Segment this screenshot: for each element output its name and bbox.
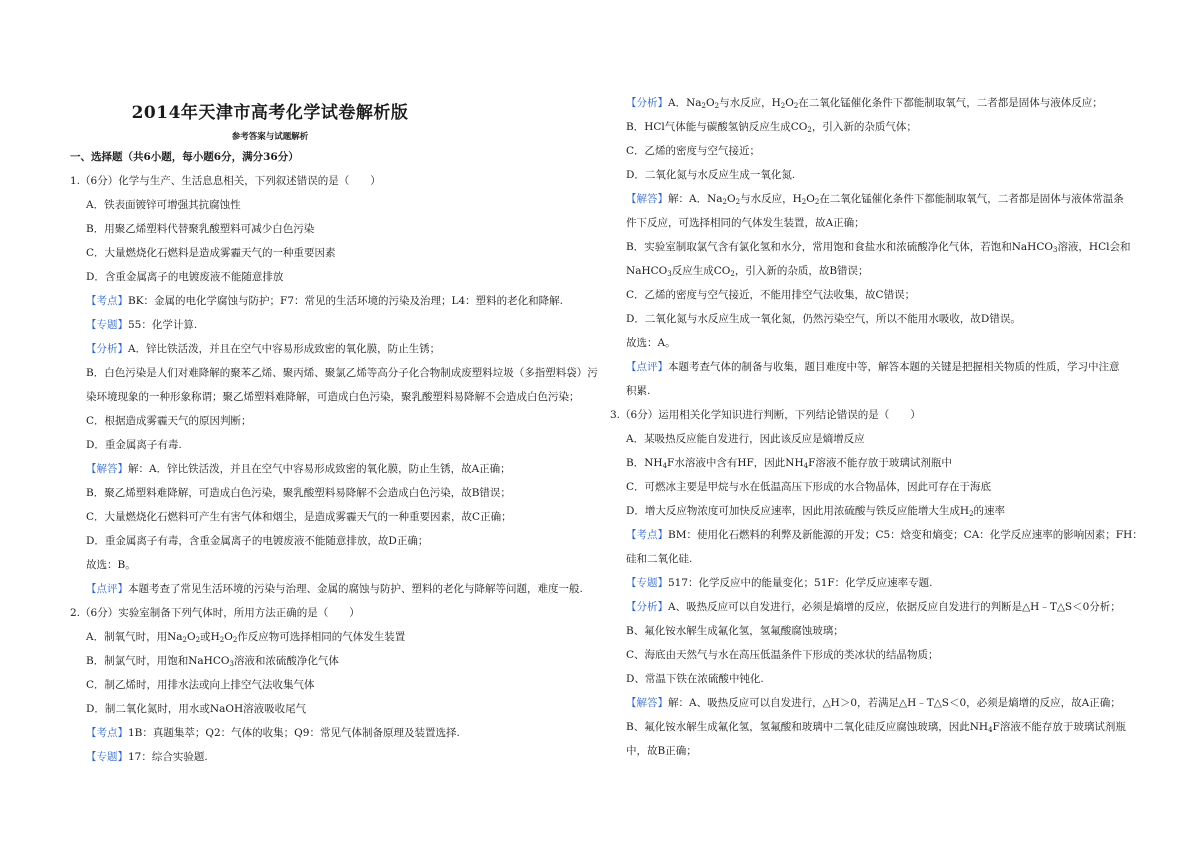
q3-stem: 3.（6分）运用相关化学知识进行判断，下列结论错误的是（ ） — [610, 409, 921, 421]
q1-dianping — [86, 582, 583, 596]
zhuanti-tag: 【专题】 — [626, 577, 668, 589]
q2-fenxi: 【分析】A．$Na_2O_2$与水反应，$H_2O_2$在二氧化锰催化条件下都能制取氧气，二者都是固体与液体反应； — [626, 97, 1103, 110]
q3-option-c: C．可燃冰主要是甲烷与水在低温高压下形成的水合物晶体，因此可存在于海底 — [626, 481, 992, 493]
q1-kaodian — [86, 294, 563, 308]
q3-jieda — [626, 696, 1121, 710]
q1-jieda-d: D．重金属离子有毒，含重金属离子的电镀废液不能随意排放，故D正确； — [86, 535, 429, 547]
dianping-text: 本题考查了常见生活环境的污染与治理、金属的腐蚀与防护、塑料的老化与降解等问题，难度一般. — [128, 583, 583, 595]
page-subtitle: 参考答案与试题解析 — [231, 132, 309, 142]
q2-jieda-c: C．乙烯的密度与空气接近，不能用排空气法收集，故C错误； — [626, 289, 916, 301]
q2-dianping — [626, 360, 1120, 374]
q1-fenxi-b2: 染环境现象的一种形象称谓；聚乙烯塑料难降解，可造成白色污染，聚乳酸塑料易降解不会造成白色污染； — [86, 391, 580, 403]
q2-answer: 故选：A。 — [626, 337, 676, 349]
jieda-tag: 【解答】 — [626, 697, 668, 709]
q2-option-c: C．制乙烯时，用排水法或向上排空气法收集气体 — [86, 679, 315, 691]
q2-jieda-b2: NaHCO$_3$反应生成$CO_2$，引入新的杂质，故B错误； — [626, 265, 869, 278]
q1-option-c: C．大量燃烧化石燃料是造成雾霾天气的一种重要因素 — [86, 247, 336, 259]
kaodian-text: BM：使用化石燃料的利弊及新能源的开发；C5：焓变和熵变；CA：化学反应速率的影响因素；FH： — [668, 529, 1143, 541]
q2-kaodian — [86, 726, 460, 740]
dianping-tag: 【点评】 — [86, 583, 128, 595]
q3-fenxi-c: C、海底由天然气与水在高压低温条件下形成的类冰状的结晶物质； — [626, 649, 939, 661]
q3-fenxi-d: D、常温下铁在浓硫酸中钝化. — [626, 673, 764, 685]
zhuanti-text: 55：化学计算. — [128, 319, 198, 331]
fenxi-tag: 【分析】 — [86, 343, 128, 355]
q1-jieda — [86, 462, 511, 476]
q3-option-a: A．某吸热反应能自发进行，因此该反应是熵增反应 — [626, 433, 865, 445]
q2-jieda-b1: B．实验室制取氯气含有氯化氢和水分，常用饱和食盐水和浓硫酸净化气体，若饱和NaHCO$_3$溶液，HCl会和 — [626, 241, 1131, 254]
q3-fenxi-b: B、氟化铵水解生成氟化氢，氢氟酸腐蚀玻璃； — [626, 625, 844, 637]
jieda-text: 解：A．锌比铁活泼，并且在空气中容易形成致密的氧化膜，防止生锈，故A正确； — [128, 463, 511, 475]
fenxi-text: A．锌比铁活泼，并且在空气中容易形成致密的氧化膜，防止生锈； — [128, 343, 441, 355]
zhuanti-text: 517：化学反应中的能量变化；51F：化学反应速率专题. — [668, 577, 933, 589]
q3-option-b: B．$NH_4F$水溶液中含有HF，因此$NH_4F$溶液不能存放于玻璃试剂瓶中 — [626, 457, 952, 470]
fenxi-tag: 【分析】 — [626, 97, 668, 109]
jieda-tag: 【解答】 — [626, 193, 668, 205]
dianping-text: 本题考查气体的制备与收集，题目难度中等，解答本题的关键是把握相关物质的性质，学习中注意 — [668, 361, 1120, 373]
section-heading: 一、选择题（共6小题，每小题6分，满分36分） — [70, 151, 299, 163]
kaodian-tag: 【考点】 — [86, 727, 128, 739]
jieda-text: 解：A、吸热反应可以自发进行，△H＞0，若满足△H﹣T△S＜0，必须是熵增的反应，故A正确； — [668, 697, 1121, 709]
q1-jieda-b: B．聚乙烯塑料难降解，可造成白色污染，聚乳酸塑料易降解不会造成白色污染，故B错误； — [86, 487, 511, 499]
q1-stem: 1.（6分）化学与生产、生活息息相关，下列叙述错误的是（ ） — [70, 175, 381, 187]
q1-fenxi — [86, 342, 440, 356]
fenxi-tag: 【分析】 — [626, 601, 668, 613]
q2-option-b: B．制氯气时，用饱和NaHCO$_3$溶液和浓硫酸净化气体 — [86, 655, 339, 668]
q2-option-a: A．制氧气时，用$Na_2O_2$或$H_2O_2$作反应物可选择相同的气体发生装置 — [86, 631, 406, 644]
q3-kaodian — [626, 528, 1143, 542]
q1-fenxi-b1: B．白色污染是人们对难降解的聚苯乙烯、聚丙烯、聚氯乙烯等高分子化合物制成废塑料垃圾（多指塑料袋）污 — [86, 367, 598, 379]
kaodian-text: 1B：真题集萃；Q2：气体的收集；Q9：常见气体制备原理及装置选择. — [128, 727, 460, 739]
q1-jieda-c: C．大量燃烧化石燃料可产生有害气体和烟尘，是造成雾霾天气的一种重要因素，故C正确； — [86, 511, 512, 523]
q2-zhuanti — [86, 750, 208, 764]
fenxi-text: A、吸热反应可以自发进行，必须是熵增的反应，依据反应自发进行的判断是△H﹣T△S＜0分析； — [668, 601, 1121, 613]
q3-option-d: D．增大反应物浓度可加快反应速率，因此用浓硫酸与铁反应能增大生成$H_2$的速率 — [626, 505, 1006, 518]
q2-jieda: 【解答】解：A．$Na_2O_2$与水反应，$H_2O_2$在二氧化锰催化条件下都能制取氧气，二者都是固体与液体常温条 — [626, 193, 1124, 206]
dianping-tag: 【点评】 — [626, 361, 668, 373]
q1-answer: 故选：B。 — [86, 559, 136, 571]
zhuanti-tag: 【专题】 — [86, 319, 128, 331]
zhuanti-text: 17：综合实验题. — [128, 751, 208, 763]
q2-dianping-2: 积累. — [626, 385, 651, 397]
q1-zhuanti — [86, 318, 197, 332]
q1-option-b: B．用聚乙烯塑料代替聚乳酸塑料可减少白色污染 — [86, 223, 315, 235]
q1-fenxi-d: D．重金属离子有毒. — [86, 439, 182, 451]
q1-option-a: A．铁表面镀锌可增强其抗腐蚀性 — [86, 199, 241, 211]
q1-option-d: D．含重金属离子的电镀废液不能随意排放 — [86, 271, 284, 283]
q3-kaodian-2: 硅和二氧化硅. — [626, 553, 693, 565]
q1-fenxi-c: C．根据造成雾霾天气的原因判断； — [86, 415, 252, 427]
q3-fenxi — [626, 600, 1121, 614]
kaodian-tag: 【考点】 — [626, 529, 668, 541]
q2-stem: 2.（6分）实验室制备下列气体时，所用方法正确的是（ ） — [70, 607, 360, 619]
q2-jieda-a2: 件下反应，可选择相同的气体发生装置，故A正确； — [626, 217, 865, 229]
jieda-tag: 【解答】 — [86, 463, 128, 475]
q3-zhuanti — [626, 576, 933, 590]
kaodian-tag: 【考点】 — [86, 295, 128, 307]
q2-option-d: D．制二氧化氮时，用水或NaOH溶液吸收尾气 — [86, 703, 307, 715]
kaodian-text: BK：金属的电化学腐蚀与防护；F7：常见的生活环境的污染及治理；L4：塑料的老化和降解. — [128, 295, 564, 307]
q3-jieda-b1: B、氟化铵水解生成氟化氢，氢氟酸和玻璃中二氧化硅反应腐蚀玻璃，因此$NH_4F$溶液不能存放于玻璃试剂瓶 — [626, 721, 1126, 734]
zhuanti-tag: 【专题】 — [86, 751, 128, 763]
q2-fenxi-b: B．HCl气体能与碳酸氢钠反应生成$CO_2$，引入新的杂质气体； — [626, 121, 917, 134]
q2-fenxi-d: D．二氧化氮与水反应生成一氧化氮. — [626, 169, 796, 181]
q2-fenxi-c: C．乙烯的密度与空气接近； — [626, 145, 761, 157]
q2-jieda-d: D．二氧化氮与水反应生成一氧化氮，仍然污染空气，所以不能用水吸收，故D错误。 — [626, 313, 1021, 325]
q3-jieda-b2: 中，故B正确； — [626, 745, 697, 757]
page-title: 2014年天津市高考化学试卷解析版 — [131, 103, 409, 123]
